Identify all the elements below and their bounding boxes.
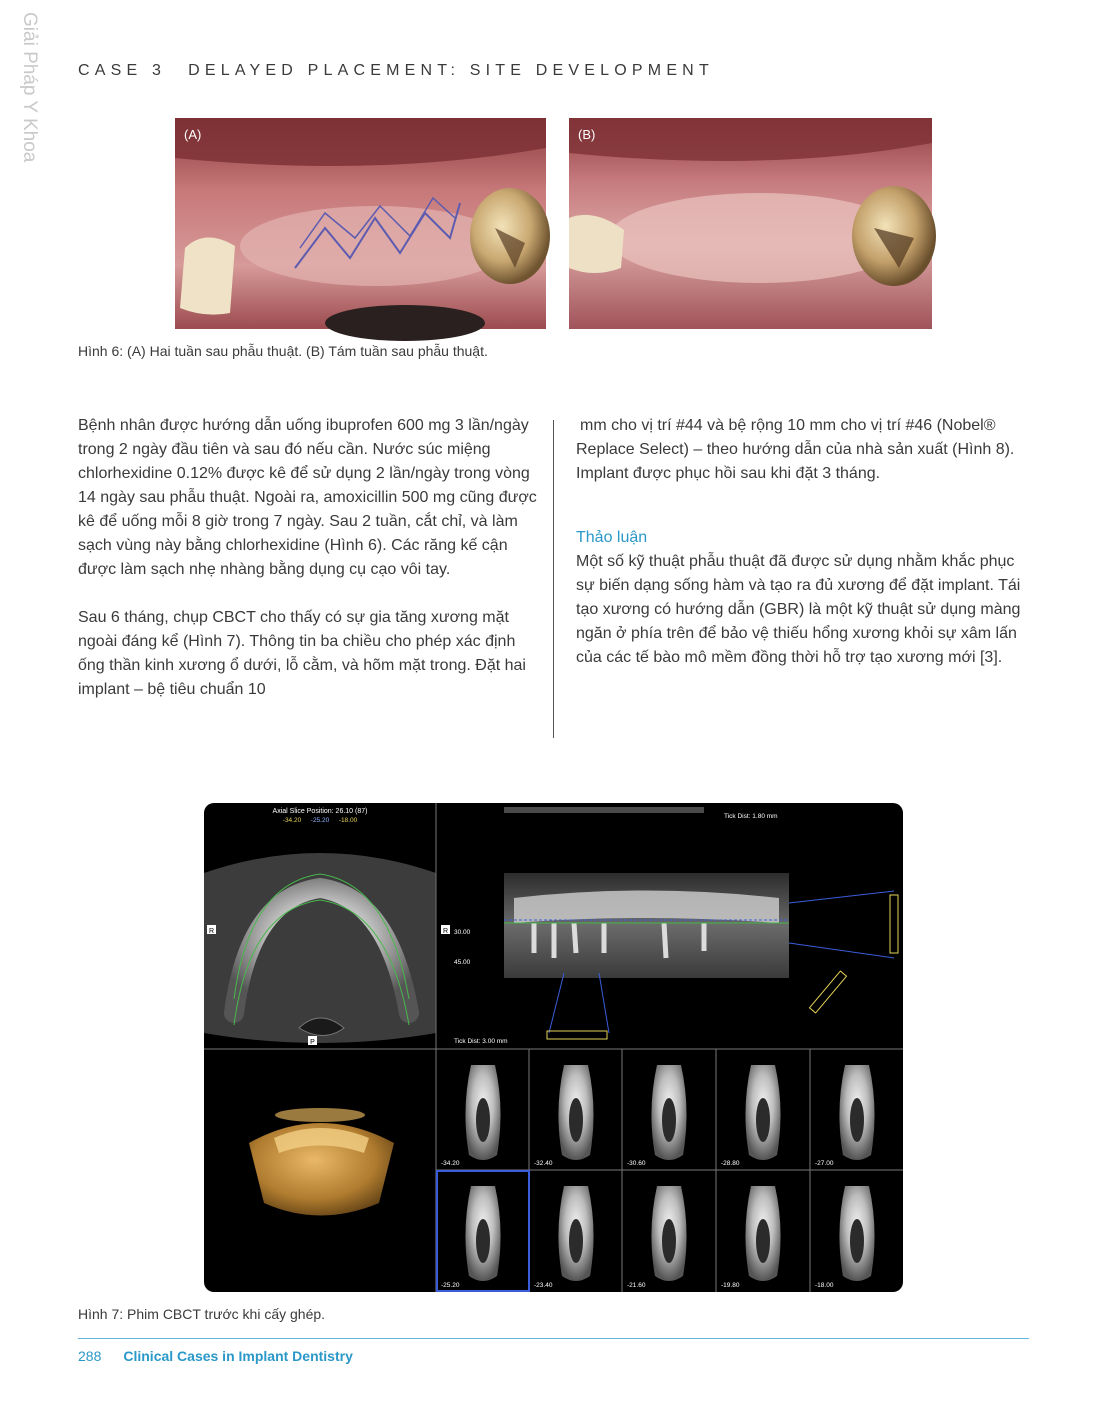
panel-label-a: (A): [184, 127, 202, 142]
pano-scale-value: 30.00: [454, 929, 471, 936]
slice-label: -28.80: [721, 1160, 740, 1167]
slice-label: -30.60: [627, 1160, 646, 1167]
marker-r: R: [208, 928, 215, 935]
axial-title: Axial Slice Position: 26.10 (87): [272, 808, 368, 815]
paragraph: Sau 6 tháng, chụp CBCT cho thấy có sự gia tăng xương mặt ngoài đáng kể (Hình 7). Thông tin ba chiều cho phép xác định ống thần kinh xương ổ dưới, lỗ cằm, và hõm mặt trong. Đặt hai implant – bệ tiêu chuẩn 10: [78, 609, 526, 698]
figure7-cbct: [204, 803, 903, 1292]
marrow-space: [476, 1098, 490, 1142]
axial-value: -34.20: [282, 817, 302, 824]
oral-photo-sutured: [175, 118, 546, 329]
marker-r: R: [442, 928, 449, 935]
slice-label: -32.40: [534, 1160, 553, 1167]
footer-rule: [78, 1338, 1029, 1339]
marrow-space: [756, 1219, 770, 1263]
paragraph: Một số kỹ thuật phẫu thuật đã được sử dụng nhằm khắc phục sự biến dạng sống hàm và tạo ra đủ xương để đặt implant. Tái tạo xương có hướng dẫn (GBR) là một kỹ thuật sử dụng màng ngăn ở phía trên để bảo vệ thiếu hổng xương khỏi sự xâm lấn của các tế bào mô mềm đồng thời hỗ trợ tạo xương mới [3].: [576, 553, 1021, 666]
slice-label: -23.40: [534, 1282, 553, 1289]
panel-label-b: (B): [578, 127, 596, 142]
page-footer: [78, 1348, 353, 1364]
tick-distance-bottom: Tick Dist: 3.00 mm: [454, 1038, 508, 1045]
paragraph: Bệnh nhân được hướng dẫn uống ibuprofen 600 mg 3 lần/ngày trong 2 ngày đầu tiên và sau đó nếu cần. Nước súc miệng chlorhexidine 0.12% được kê để sử dụng 2 lần/ngày trong vòng 14 ngày sau phẫu thuật. Ngoài ra, amoxicillin 500 mg cũng được kê để uống mỗi 8 giờ trong 7 ngày. Sau 2 tuần, cắt chỉ, và làm sạch vùng này bằng chlorhexidine (Hình 6). Các răng kế cận được làm sạch nhẹ nhàng bằng dụng cụ cạo vôi tay.: [78, 417, 537, 578]
axial-view: [204, 808, 436, 1046]
marrow-space: [569, 1098, 583, 1142]
marrow-space: [662, 1219, 676, 1263]
slice-label: -34.20: [441, 1160, 460, 1167]
marrow-space: [662, 1098, 676, 1142]
slice-label: -21.60: [627, 1282, 646, 1289]
cbct-scan-composite: [204, 803, 903, 1292]
marrow-space: [476, 1219, 490, 1263]
book-title: Clinical Cases in Implant Dentistry: [123, 1348, 353, 1364]
figure6-photo-a: [175, 118, 546, 329]
marrow-space: [850, 1098, 864, 1142]
case-label: CASE 3: [78, 62, 167, 79]
right-column: [576, 414, 1031, 670]
figure6-caption: Hình 6: (A) Hai tuần sau phẫu thuật. (B) Tám tuần sau phẫu thuật.: [78, 343, 488, 359]
marrow-space: [756, 1098, 770, 1142]
figure7-caption: Hình 7: Phim CBCT trước khi cấy ghép.: [78, 1306, 326, 1322]
slice-label: -27.00: [815, 1160, 834, 1167]
cross-section-grid: [436, 1049, 903, 1292]
marrow-space: [850, 1219, 864, 1263]
slice-label: -18.00: [815, 1282, 834, 1289]
slice-label: -25.20: [441, 1282, 460, 1289]
oral-photo-healed: [569, 118, 932, 329]
panoramic-view: [441, 807, 898, 1045]
marrow-space: [569, 1219, 583, 1263]
axial-value: -25.20: [310, 817, 330, 824]
slice-label: -19.80: [721, 1282, 740, 1289]
running-header: [78, 62, 714, 80]
figure6-photo-b: [569, 118, 932, 329]
pano-scale-value: 45.00: [454, 959, 471, 966]
watermark-text: Giải Pháp Y Khoa: [19, 12, 40, 163]
section-heading: Thảo luận: [576, 529, 648, 546]
chapter-title: DELAYED PLACEMENT: SITE DEVELOPMENT: [188, 62, 714, 79]
page-number: 288: [78, 1348, 102, 1364]
paragraph: mm cho vị trí #44 và bệ rộng 10 mm cho vị trí #46 (Nobel® Replace Select) – theo hướng dẫn của nhà sản xuất (Hình 8). Implant được phục hồi sau khi đặt 3 tháng.: [576, 417, 1015, 482]
left-column: [78, 414, 538, 702]
column-divider: [553, 420, 554, 738]
axial-value: -18.00: [338, 817, 358, 824]
marker-p: P: [310, 1039, 315, 1046]
3d-reconstruction: [249, 1108, 394, 1216]
tick-distance-top: Tick Dist: 1.80 mm: [724, 813, 778, 820]
watermark: [4, 6, 40, 176]
